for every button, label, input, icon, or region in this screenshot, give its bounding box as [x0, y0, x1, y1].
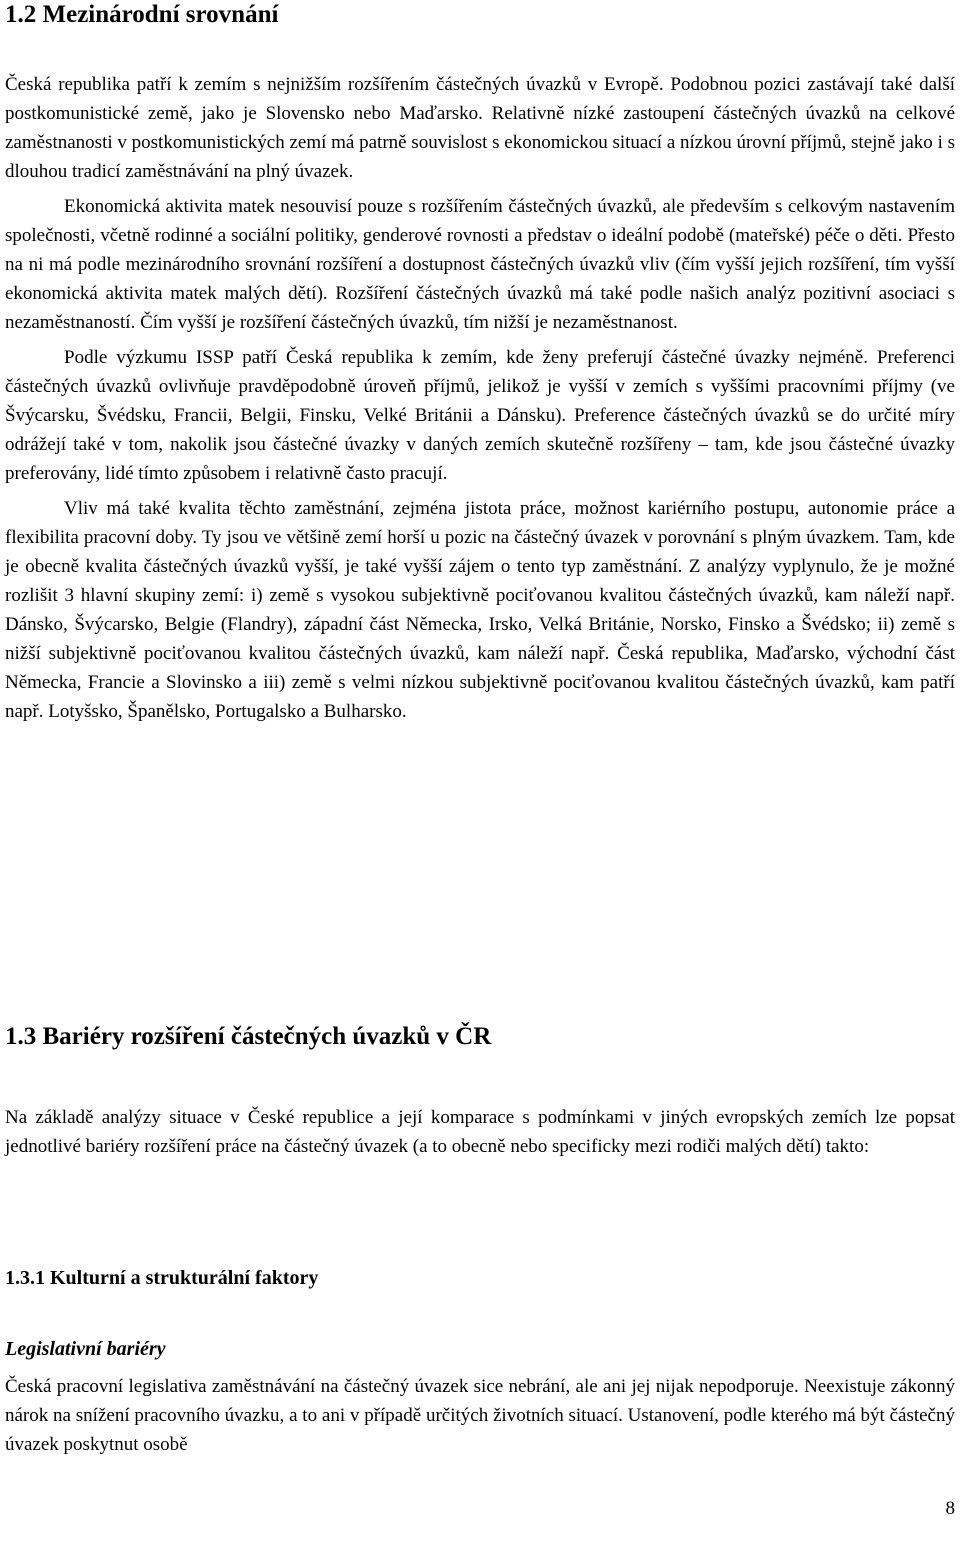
paragraph-3: Podle výzkumu ISSP patří Česká republika k zemím, kde ženy preferují částečné úvazky nejméně. Preferenci částečných úvazků ovlivňuje pravděpodobně úroveň příjmů, jelikož je vyšší v zemích s vyššími pracovními příjmy (ve Švýcarsku, Švédsku, Francii, Belgii, Finsku, Velké Británii a Dánsku). Preference částečných úvazků se do určité míry odrážejí také v tom, nakolik jsou částečné úvazky v daných zemích skutečně rozšířeny – tam, kde jsou částečné úvazky preferovány, lidé tímto způsobem i relativně často pracují. — [5, 347, 955, 484]
section-1-2-body — [5, 70, 955, 726]
paragraph-4: Vliv má také kvalita těchto zaměstnání, zejména jistota práce, možnost kariérního postupu, autonomie práce a flexibilita pracovní doby. Ty jsou ve většině zemí horší u pozic na částečný úvazek v porovnání s plným úvazkem. Tam, kde je obecně kvalita částečných úvazků vyšší, je také vyšší zájem o tento typ zaměstnání. Z analýzy vyplynulo, že je možné rozlišit 3 hlavní skupiny zemí: i) země s vysokou subjektivně pociťovanou kvalitou částečných úvazků, kam náleží např. Dánsko, Švýcarsko, Belgie (Flandry), západní část Německa, Irsko, Velká Británie, Norsko, Finsko a Švédsko; ii) země s nižší subjektivně pociťovanou kvalitou částečných úvazků, kam náleží např. Česká republika, Maďarsko, východní část Německa, Francie a Slovinsko a iii) země s velmi nízkou subjektivně pociťovanou kvalitou částečných úvazků, kam patří např. Lotyšsko, Španělsko, Portugalsko a Bulharsko. — [5, 498, 955, 722]
paragraph-6: Česká pracovní legislativa zaměstnávání na částečný úvazek sice nebrání, ale ani jej nijak nepodporuje. Neexistuje zákonný nárok na snížení pracovního úvazku, a to ani v případě určitých životních situací. Ustanovení, podle kterého má být částečný úvazek poskytnut osobě — [5, 1376, 955, 1455]
section-1-3-1-body — [5, 1372, 955, 1459]
subsection-heading-1-3-1: 1.3.1 Kulturní a strukturální faktory — [5, 1267, 319, 1289]
page-number: 8 — [945, 1498, 955, 1519]
paragraph-5: Na základě analýzy situace v České republice a její komparace s podmínkami v jiných evropských zemích lze popsat jednotlivé bariéry rozšíření práce na částečný úvazek (a to obecně nebo specificky mezi rodiči malých dětí) takto: — [5, 1107, 955, 1157]
section-heading-1-3: 1.3 Bariéry rozšíření částečných úvazků v ČR — [5, 1023, 492, 1050]
paragraph-1: Česká republika patří k zemím s nejnižším rozšířením částečných úvazků v Evropě. Podobnou pozici zastávají také další postkomunistické země, jako je Slovensko nebo Maďarsko. Relativně nízké zastoupení částečných úvazků na celkové zaměstnanosti v postkomunistických zemí má patrně souvislost s ekonomickou situací a nízkou úrovní příjmů, stejně jako i s dlouhou tradicí zaměstnávání na plný úvazek. — [5, 74, 955, 182]
section-heading-1-2: 1.2 Mezinárodní srovnání — [5, 1, 279, 28]
paragraph-2: Ekonomická aktivita matek nesouvisí pouze s rozšířením částečných úvazků, ale především s celkovým nastavením společnosti, včetně rodinné a sociální politiky, genderové rovnosti a představ o ideální podobě (mateřské) péče o děti. Přesto na ni má podle mezinárodního srovnání rozšíření a dostupnost částečných úvazků vliv (čím vyšší jejich rozšíření, tím vyšší ekonomická aktivita matek malých dětí). Rozšíření částečných úvazků má také podle našich analýz pozitivní asociaci s nezaměstnaností. Čím vyšší je rozšíření částečných úvazků, tím nižší je nezaměstnanost. — [5, 196, 955, 333]
section-1-3-body — [5, 1103, 955, 1161]
legislative-barriers-heading: Legislativní bariéry — [5, 1338, 166, 1360]
